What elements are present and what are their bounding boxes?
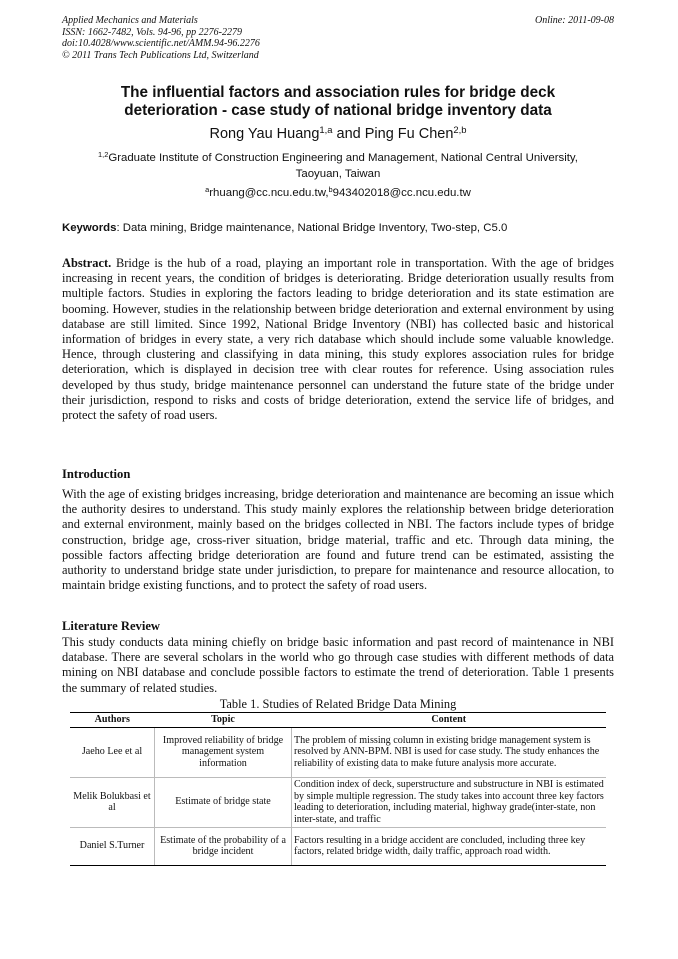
copyright: © 2011 Trans Tech Publications Ltd, Switzerland xyxy=(62,49,259,61)
cell-content: Factors resulting in a bridge accident are concluded, including three key factors, related bridge width, daily traffic, approach road width. xyxy=(292,827,607,865)
table-row xyxy=(70,727,606,777)
affiliation-sup: 1,2 xyxy=(98,149,109,159)
cell-topic: Improved reliability of bridge management system information xyxy=(155,727,292,777)
table-header-row xyxy=(70,713,606,728)
author-conjunction: and xyxy=(332,126,365,142)
title-line-2: deterioration - case study of national bridge inventory data xyxy=(124,102,552,119)
literature-review-text: This study conducts data mining chiefly on bridge basic information and past record of maintenance in NBI database. There are several scholars in the world who go through case studies with different methods of data mining on NBI database and conclude possible factors to estimate the trend of deterioration. Table 1 presents the summary of related studies. xyxy=(62,635,614,695)
cell-content: The problem of missing column in existing bridge management system is resolved by ANN-BPM. NBI is used for case study. The study enhances the reliability of existing data to make future analysis more accurate. xyxy=(292,727,607,777)
abstract-label: Abstract. xyxy=(62,256,112,270)
page-header xyxy=(62,15,614,61)
online-date: Online: 2011-09-08 xyxy=(535,15,614,26)
paper-title xyxy=(62,84,614,120)
literature-review-heading: Literature Review xyxy=(62,619,161,633)
introduction-heading: Introduction xyxy=(62,467,131,481)
table-row xyxy=(70,777,606,827)
keywords xyxy=(62,221,614,236)
header-content: Content xyxy=(292,713,607,728)
author-2-affil: 2,b xyxy=(453,123,467,135)
introduction-text: With the age of existing bridges increasing, bridge deterioration and maintenance are becoming an issue which the authority desires to understand. This study mainly explores the relationship between bridge deterioration and external environment, mainly based on the bridges collected in NBI. The factors include types of bridge construction, bridge age, cross-river situation, bridge material, traffic and etc. Through data mining, the possible factors affecting bridge deterioration are found and future trend can be estimated, assisting the authority to understand bridge state under jurisdiction, to prepare for maintenance and resource allocation, to maintain bridge existing functions, and to protect the safety of road users. xyxy=(62,487,614,593)
table-row xyxy=(70,827,606,865)
emails xyxy=(62,185,614,201)
author-2: Ping Fu Chen xyxy=(364,126,454,142)
issn: ISSN: 1662-7482, Vols. 94-96, pp 2276-2279 xyxy=(62,26,242,38)
keywords-label: Keywords xyxy=(62,222,117,234)
affiliation-line-2: Taoyuan, Taiwan xyxy=(295,168,381,180)
table-caption: Table 1. Studies of Related Bridge Data Mining xyxy=(219,697,457,711)
cell-authors: Melik Bolukbasi et al xyxy=(70,777,155,827)
affiliation-line-1: Graduate Institute of Construction Engineering and Management, National Central University, xyxy=(108,152,578,164)
cell-content: Condition index of deck, superstructure and substructure in NBI is estimated by simple multiple regression. The study takes into account three key factors leading to deterioration, including material, highway grade(inter-state, non inter-state, and traffic xyxy=(292,777,607,827)
related-studies-table xyxy=(70,712,606,866)
journal-name: Applied Mechanics and Materials xyxy=(62,15,198,26)
email-a[interactable]: rhuang@cc.ncu.edu.tw, xyxy=(209,187,329,199)
email-b-sup: b xyxy=(328,184,333,194)
abstract xyxy=(62,256,614,423)
keywords-text: : Data mining, Bridge maintenance, National Bridge Inventory, Two-step, C5.0 xyxy=(116,222,508,234)
email-b[interactable]: 943402018@cc.ncu.edu.tw xyxy=(332,187,471,199)
header-topic: Topic xyxy=(155,713,292,728)
doi: doi:10.4028/www.scientific.net/AMM.94-96.2276 xyxy=(62,38,260,49)
cell-authors: Daniel S.Turner xyxy=(70,827,155,865)
title-line-1: The influential factors and association rules for bridge deck xyxy=(120,84,556,101)
affiliation xyxy=(62,150,614,182)
cell-topic: Estimate of bridge state xyxy=(155,777,292,827)
author-1: Rong Yau Huang xyxy=(209,126,320,142)
email-a-sup: a xyxy=(205,184,210,194)
cell-topic: Estimate of the probability of a bridge incident xyxy=(155,827,292,865)
header-authors: Authors xyxy=(70,713,155,728)
author-1-affil: 1,a xyxy=(319,123,333,135)
cell-authors: Jaeho Lee et al xyxy=(70,727,155,777)
abstract-text: Bridge is the hub of a road, playing an important role in transportation. With the age of bridges increasing in recent years, the condition of bridges is deteriorating. Bridge deterioration usually results from multiple factors. Studies in exploring the factors leading to bridge deterioration and its state estimation are booming. However, studies in the relationship between bridge deterioration and external environment by using database are still limited. Since 1992, National Bridge Inventory (NBI) has collected basic and historical information of bridges in every state, a very rich database which should include some valuable knowledge. Hence, through clustering and classifying in data mining, this study explores association rules for bridge deterioration, which is displayed in decision tree with clear routes for reference. Using association rules developed by thus study, bridge maintenance personnel can understand the future state of the bridge under their jurisdiction, respond to risks and costs of bridge deterioration, extend the service life of bridges, and protect the safety of road users. xyxy=(62,256,614,423)
author-list xyxy=(62,125,614,143)
